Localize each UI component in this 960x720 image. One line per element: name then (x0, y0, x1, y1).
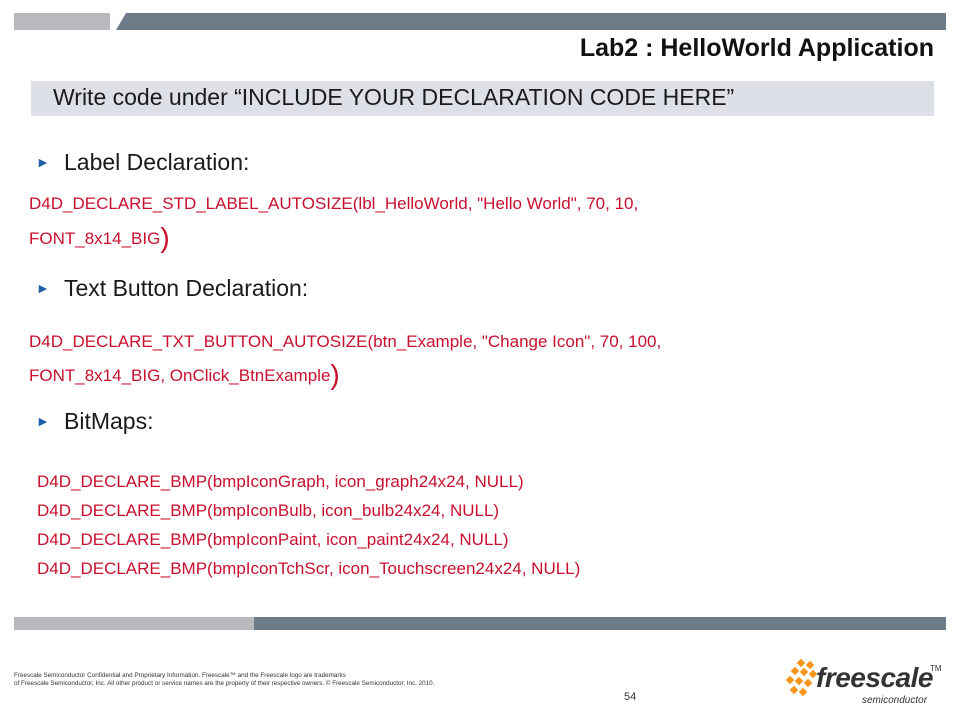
slide-title: Lab2 : HelloWorld Application (579, 34, 934, 62)
code-text: FONT_8x14_BIG (29, 229, 161, 248)
code-line: D4D_DECLARE_BMP(bmpIconBulb, icon_bulb24x24, NULL) (37, 501, 500, 520)
bullet-heading: Label Declaration: (64, 149, 250, 175)
bottom-bar-light (14, 617, 254, 630)
bullet-arrow-icon: ► (36, 413, 50, 429)
logo-trademark: TM (930, 664, 942, 673)
code-paren: ) (160, 222, 170, 253)
code-line: D4D_DECLARE_TXT_BUTTON_AUTOSIZE(btn_Example, "Change Icon", 70, 100, (29, 332, 662, 351)
bullet-label-declaration (36, 149, 249, 176)
bullet-heading: BitMaps: (64, 408, 154, 434)
freescale-logo (784, 656, 944, 708)
logo-wordmark: freescale (816, 662, 933, 693)
legal-footer (14, 672, 434, 688)
code-line: D4D_DECLARE_BMP(bmpIconGraph, icon_graph24x24, NULL) (37, 472, 524, 491)
bullet-text-button-declaration (36, 275, 308, 302)
top-bar-light (14, 13, 110, 30)
footer-line: Freescale Semiconductor Confidential and Proprietary Information. Freescale™ and the Freescale logo are trademarks (14, 672, 346, 679)
banner-text: Write code under “INCLUDE YOUR DECLARATION CODE HERE” (53, 84, 735, 110)
bottom-bar-dark (254, 617, 946, 630)
bullet-arrow-icon: ► (36, 154, 50, 170)
page-number: 54 (624, 691, 637, 703)
top-bar-dark (116, 13, 946, 30)
code-paren: ) (330, 359, 340, 390)
bullet-heading: Text Button Declaration: (64, 275, 309, 301)
logo-subtitle: semiconductor (862, 695, 928, 706)
code-line (29, 361, 340, 389)
bullet-arrow-icon: ► (36, 280, 50, 296)
instruction-banner (31, 81, 934, 116)
code-line: D4D_DECLARE_BMP(bmpIconTchScr, icon_Touchscreen24x24, NULL) (37, 559, 581, 578)
bullet-bitmaps (36, 408, 153, 435)
code-line: D4D_DECLARE_BMP(bmpIconPaint, icon_paint24x24, NULL) (37, 530, 509, 549)
code-line: D4D_DECLARE_STD_LABEL_AUTOSIZE(lbl_HelloWorld, "Hello World", 70, 10, (29, 194, 639, 213)
code-line (29, 224, 170, 252)
footer-line: of Freescale Semiconductor, Inc. All other product or service names are the property of their respective owners. © Freescale Semiconductor, Inc. 2010. (14, 680, 435, 687)
code-text: FONT_8x14_BIG, OnClick_BtnExample (29, 366, 331, 385)
